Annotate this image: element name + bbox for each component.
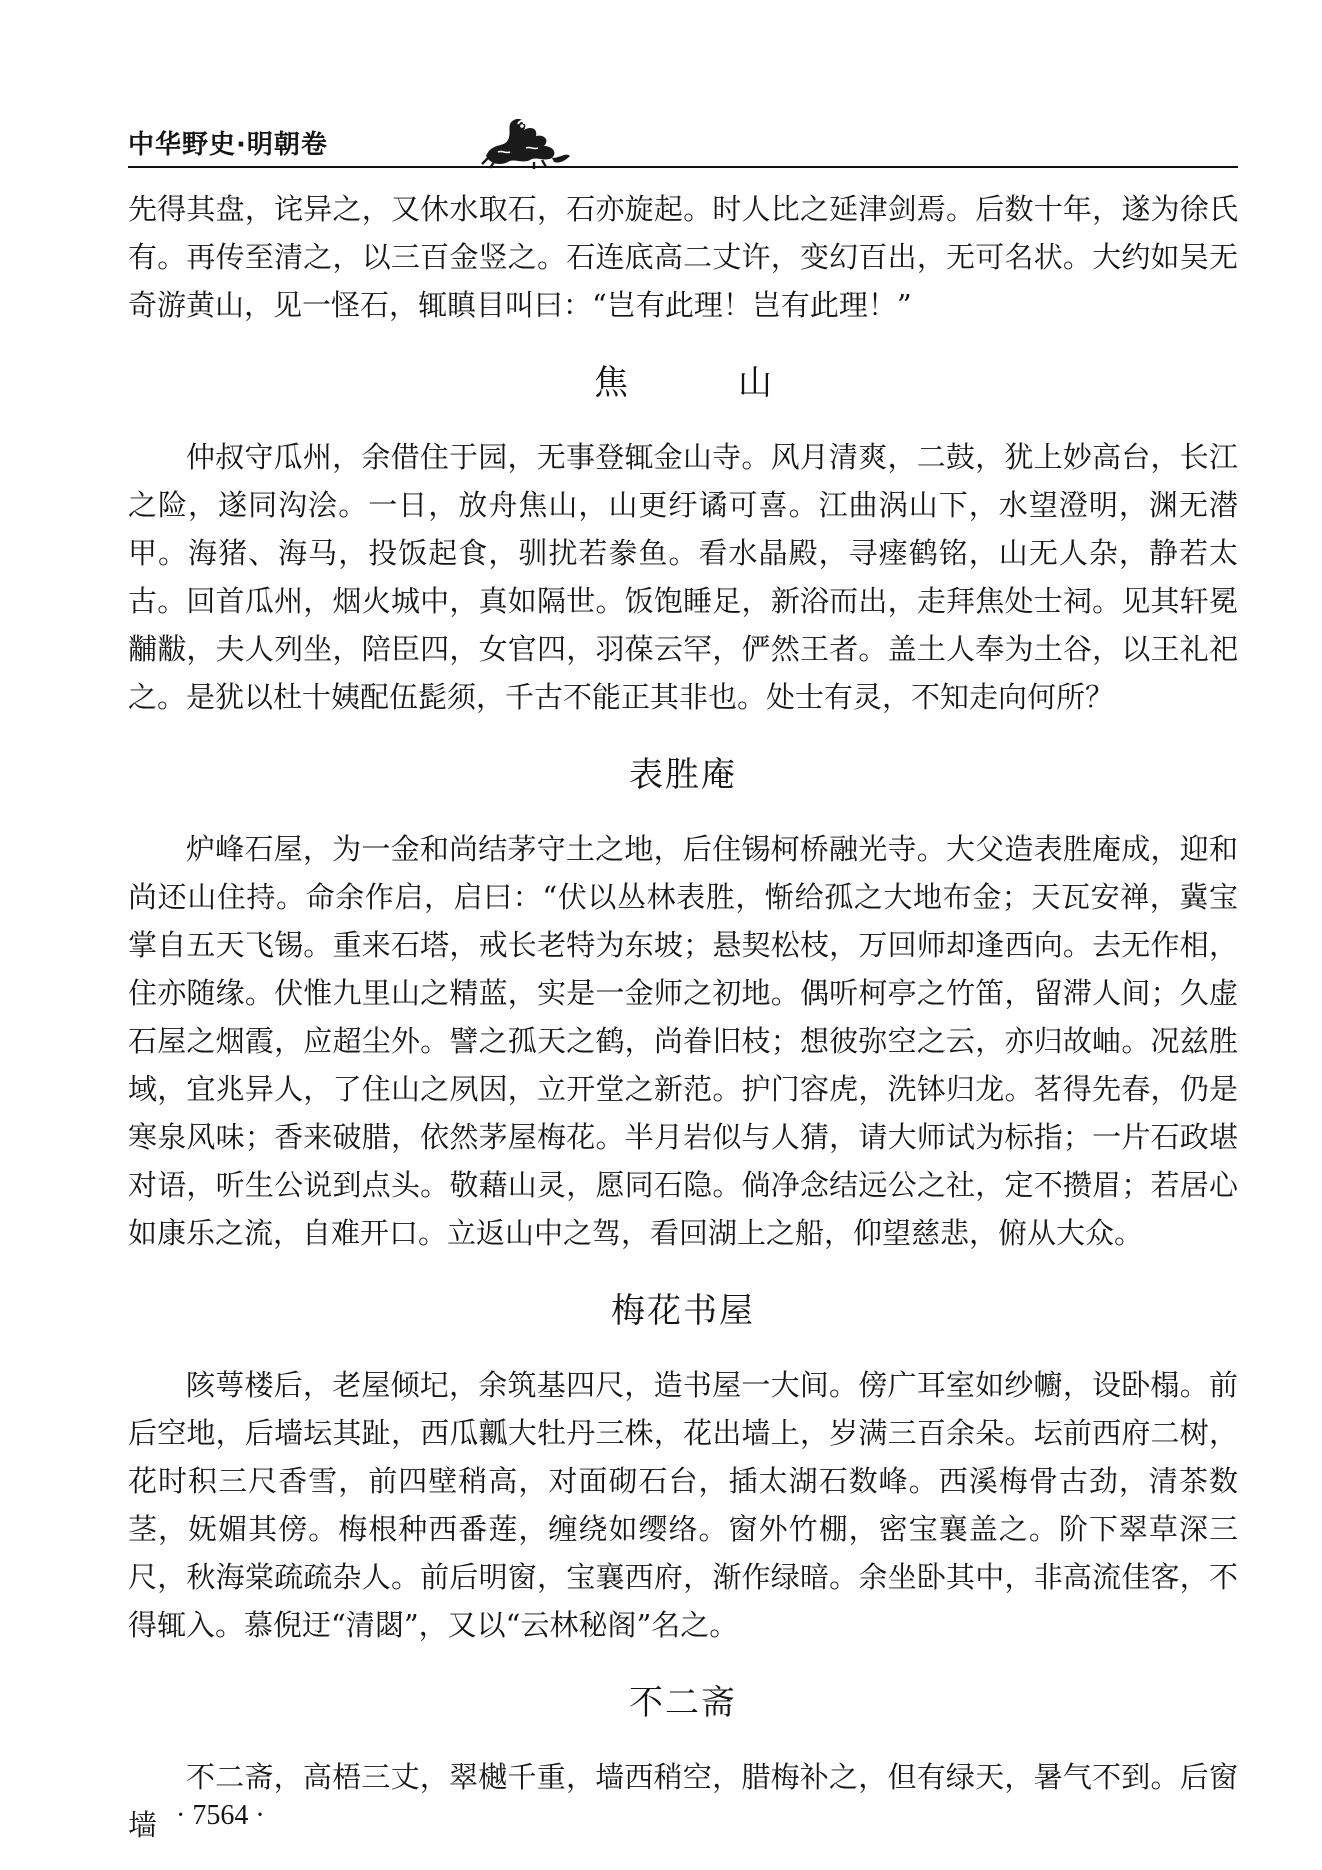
page-content <box>128 185 1238 1849</box>
paragraph-biaoshengan: 炉峰石屋，为一金和尚结茅守土之地，后住锡柯桥融光寺。大父造表胜庵成，迎和尚还山住持。命余作启，启曰：“伏以丛林表胜，惭给孤之大地布金；天瓦安禅，冀宝掌自五天飞锡。重来石塔，戒长老特为东坡；悬契松枝，万回师却逢西向。去无作相，住亦随缘。伏惟九里山之精蓝，实是一金师之初地。偶听柯亭之竹笛，留滞人间；久虚石屋之烟霞，应超尘外。譬之孤天之鹤，尚眷旧枝；想彼弥空之云，亦归故岫。况兹胜域，宜兆异人，了住山之夙因，立开堂之新范。护门容虎，洗钵归龙。茗得先春，仍是寒泉风味；香来破腊，依然茅屋梅花。半月岩似与人猜，请大师试为标指；一片石政堪对语，听生公说到点头。敬藉山灵，愿同石隐。倘净念结远公之社，定不攒眉；若居心如康乐之流，自难开口。立返山中之驾，看回湖上之船，仰望慈悲，俯从大众。 <box>128 832 1238 1250</box>
continued-paragraph: 先得其盘，诧异之，又休水取石，石亦旋起。时人比之延津剑焉。后数十年，遂为徐氏有。再传至清之，以三百金竖之。石连底高二丈许，变幻百出，无可名状。大约如吴无奇游黄山，见一怪石，辄瞋目叫曰：“岂有此理！岂有此理！” <box>128 192 1238 322</box>
paragraph-jiaoshan: 仲叔守瓜州，余借住于园，无事登辄金山寺。风月清爽，二鼓，犹上妙高台，长江之险，遂同沟浍。一日，放舟焦山，山更纡谲可喜。江曲涡山下，水望澄明，渊无潜甲。海猪、海马，投饭起食，驯扰若豢鱼。看水晶殿，寻瘗鹤铭，山无人杂，静若太古。回首瓜州，烟火城中，真如隔世。饭饱睡足，新浴而出，走拜焦处士祠。见其轩冕黼黻，夫人列坐，陪臣四，女官四，羽葆云罕，俨然王者。盖土人奉为土谷，以王礼祀之。是犹以杜十姨配伍髭须，千古不能正其非也。处士有灵，不知走向何所？ <box>128 440 1238 714</box>
header-rule <box>128 166 1238 168</box>
dragon-ornament-icon <box>478 112 578 172</box>
section-title-buerzhai: 不二斋 <box>629 1683 737 1723</box>
paragraph-meihua: 陔萼楼后，老屋倾圮，余筑基四尺，造书屋一大间。傍广耳室如纱幮，设卧榻。前后空地，后墙坛其趾，西瓜瓤大牡丹三株，花出墙上，岁满三百余朵。坛前西府二树，花时积三尺香雪，前四壁稍高，对面砌石台，插太湖石数峰。西溪梅骨古劲，清茶数茎，妩媚其傍。梅根种西番莲，缠绕如缨络。窗外竹棚，密宝襄盖之。阶下翠草深三尺，秋海棠疏疏杂人。前后明窗，宝襄西府，渐作绿暗。余坐卧其中，非高流佳客，不得辄入。慕倪迂“清閟”，又以“云林秘阁”名之。 <box>128 1368 1238 1642</box>
page-number: · 7564 · <box>176 1800 265 1831</box>
section-title-jiaoshan: 焦 山 <box>594 363 810 403</box>
paragraph-buerzhai: 不二斋，高梧三丈，翠樾千重，墙西稍空，腊梅补之，但有绿天，暑气不到。后窗墙 <box>128 1760 1238 1842</box>
book-title: 中华野史·明朝卷 <box>128 130 328 160</box>
section-title-biaoshengan: 表胜庵 <box>629 755 737 795</box>
section-title-meihua: 梅花书屋 <box>611 1291 755 1331</box>
running-header <box>128 118 1238 178</box>
